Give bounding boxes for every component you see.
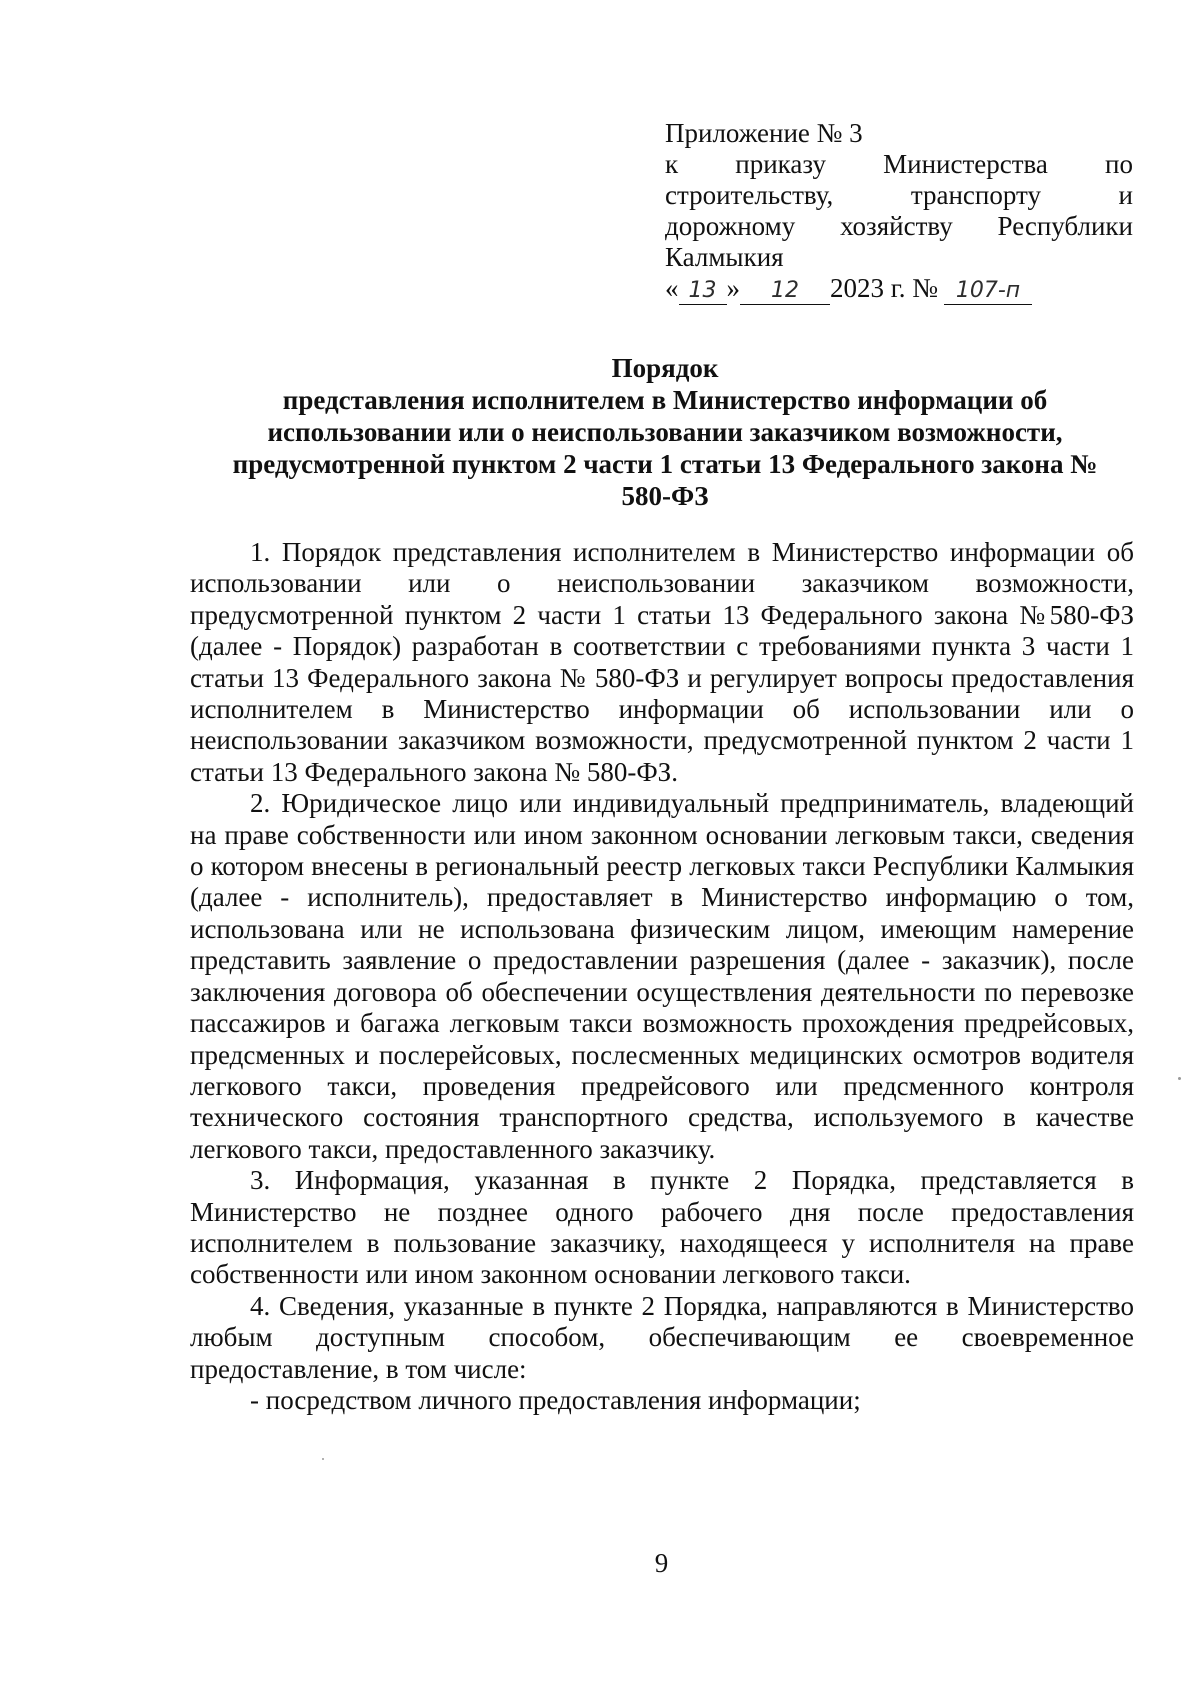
paragraph-2: 2. Юридическое лицо или индивидуальный предприниматель, владеющий на праве собственности или ином законном основании легковым такси, сведения о котором внесены в региональный реестр легковых такси Республики Калмыкия (далее - исполнитель), предоставляет в Министерство информацию о том, использована или не использована физическим лицом, имеющим намерение представить заявление о предоставлении разрешения (далее - заказчик), после заключения договора об обеспечении осуществления деятельности по перевозке пассажиров и багажа легковым такси возможность прохождения предрейсовых, предсменных и послерейсовых, послесменных медицинских осмотров водителя легкового такси, проведения предрейсового или предсменного контроля технического состояния транспортного средства, используемого в качестве легкового такси, предоставленного заказчику. bbox=[190, 788, 1134, 1164]
appendix-line-3: строительству, транспорту и bbox=[665, 180, 1133, 210]
appendix-region: Калмыкия bbox=[665, 242, 784, 272]
paragraph-1: 1. Порядок представления исполнителем в Министерство информации об использовании или о неиспользовании заказчиком возможности, предусмотренной пунктом 2 части 1 статьи 13 Федерального закона №580-ФЗ (далее - Порядок) разработан в соответствии с требованиями пункта 3 части 1 статьи 13 Федерального закона № 580-ФЗ и регулирует вопросы предоставления исполнителем в Министерство информации об использовании или о неиспользовании заказчиком возможности, предусмотренной пунктом 2 части 1 статьи 13 Федерального закона № 580-ФЗ. bbox=[190, 537, 1134, 787]
appendix-line-2: к приказу Министерства по bbox=[665, 149, 1133, 179]
handwritten-day: 13 bbox=[679, 278, 727, 305]
title-line-4: предусмотренной пунктом 2 части 1 статьи 13 Федерального закона № bbox=[232, 449, 1098, 479]
document-body bbox=[190, 537, 1134, 1416]
scan-speck bbox=[322, 1458, 324, 1460]
title-line-1: Порядок bbox=[611, 353, 719, 383]
title-line-5: 580-ФЗ bbox=[621, 481, 709, 511]
appendix-number: Приложение № 3 bbox=[665, 118, 863, 148]
appendix-line-4: дорожному хозяйству Республики bbox=[665, 211, 1133, 241]
scan-speck bbox=[1178, 1077, 1181, 1080]
paragraph-3: 3. Информация, указанная в пункте 2 Порядка, представляется в Министерство не позднее одного рабочего дня после предоставления исполнителем в пользование заказчику, находящееся у исполнителя на праве собственности или ином законном основании легкового такси. bbox=[190, 1165, 1134, 1290]
order-date-line: « 13 » 12 2023 г. № 107-п bbox=[665, 273, 1133, 305]
document-title bbox=[190, 352, 1140, 512]
paragraph-4: 4. Сведения, указанные в пункте 2 Порядка, направляются в Министерство любым доступным способом, обеспечивающим ее своевременное предоставление, в том числе: bbox=[190, 1290, 1134, 1384]
title-line-3: использовании или о неиспользовании заказчиком возможности, bbox=[267, 417, 1063, 447]
paragraph-5-list-item: - посредством личного предоставления информации; bbox=[250, 1384, 861, 1415]
handwritten-order-number: 107-п bbox=[944, 278, 1032, 305]
handwritten-month: 12 bbox=[740, 278, 830, 305]
appendix-header bbox=[665, 118, 1133, 305]
title-line-2: представления исполнителем в Министерство информации об bbox=[282, 385, 1048, 415]
order-year: 2023 г. № bbox=[830, 273, 939, 303]
page-number: 9 bbox=[654, 1548, 669, 1578]
